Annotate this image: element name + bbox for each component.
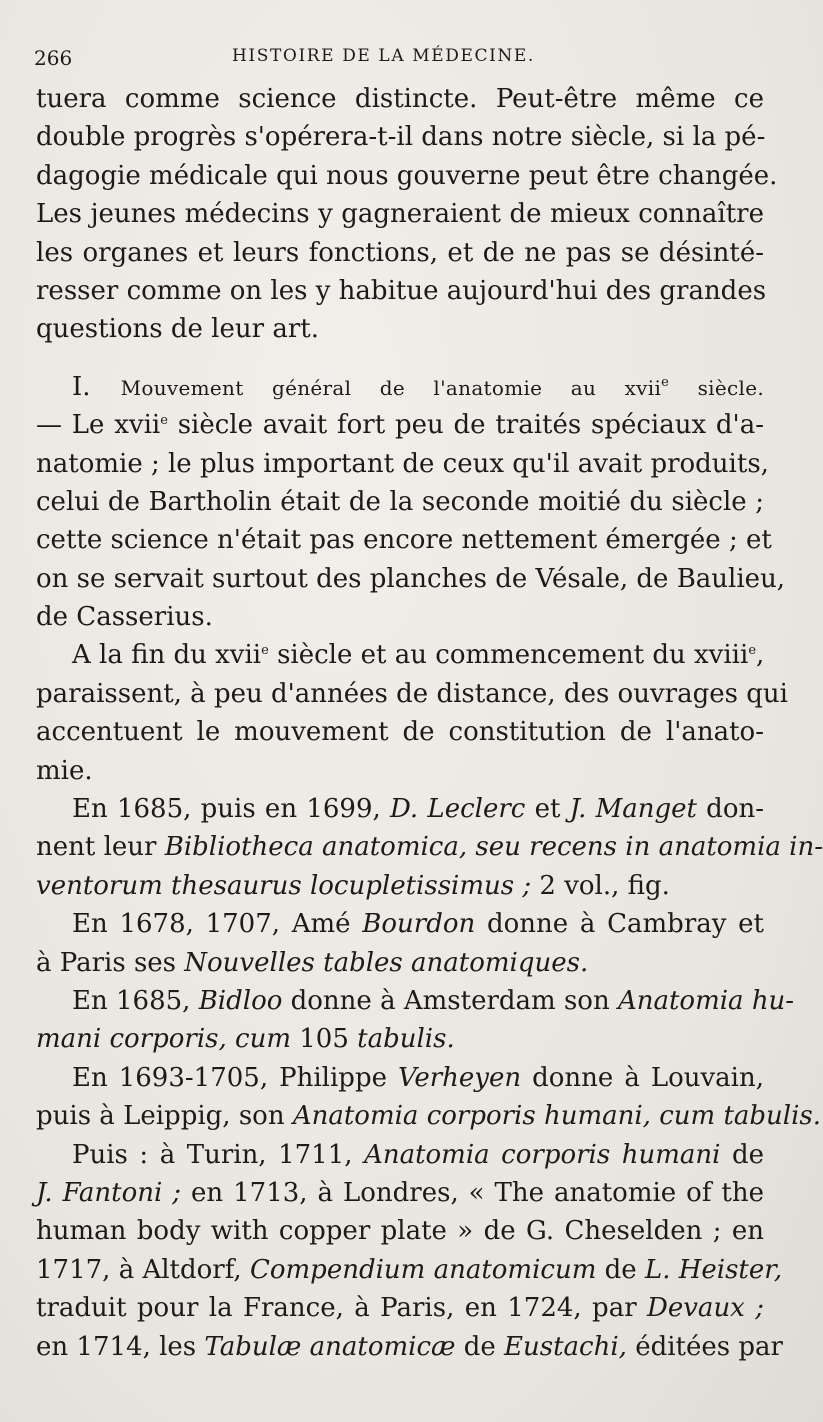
section-numeral: I. — [72, 371, 91, 402]
book-page — [34, 0, 823, 1422]
text-line: double progrès s'opérera-t-il dans notre siècle, si la pé- — [36, 122, 766, 153]
text-line: En 1693-1705, Philippe Verheyen donne à Louvain, — [72, 1062, 764, 1093]
running-title: HISTOIRE DE LA MÉDECINE. — [232, 46, 535, 66]
text-line: tuera comme science distincte. Peut-être même ce — [36, 84, 764, 114]
text-line: de Casserius. — [36, 602, 213, 633]
text-line: on se servait surtout des planches de Vésale, de Baulieu, — [36, 563, 786, 594]
section-heading — [36, 368, 764, 406]
text-line: Les jeunes médecins y gagneraient de mieux connaître — [36, 199, 764, 230]
text-line: En 1685, puis en 1699, D. Leclerc et J. Manget don- — [72, 794, 765, 825]
text-line: cette science n'était pas encore nettement émergée ; et — [36, 525, 772, 556]
text-line: traduit pour la France, à Paris, en 1724, par Devaux ; — [36, 1293, 764, 1324]
text-line: dagogie médicale qui nous gouverne peut être changée. — [36, 160, 778, 191]
text-line: accentuent le mouvement de constitution de l'anato- — [36, 717, 764, 748]
running-header — [36, 42, 764, 72]
text-line: J. Fantoni ; en 1713, à Londres, « The anatomie of the — [36, 1177, 764, 1208]
text-line: mie. — [36, 755, 93, 786]
text-line: ventorum thesaurus locupletissimus ; 2 vol., fig. — [36, 870, 670, 901]
page-number: 266 — [34, 46, 73, 70]
text-line: les organes et leurs fonctions, et de ne pas se désinté- — [36, 237, 764, 268]
text-line: mani corporis, cum 105 tabulis. — [36, 1024, 455, 1055]
text-line: resser comme on les y habitue aujourd'hui des grandes — [36, 275, 767, 306]
text-line: en 1714, les Tabulæ anatomicæ de Eustachi, éditées par — [36, 1331, 783, 1362]
section-title: Mouvement général de l'anatomie au xvii$^e$ siècle. — [120, 374, 764, 400]
text-line: En 1678, 1707, Amé Bourdon donne à Cambray et — [72, 909, 764, 940]
text-line: human body with copper plate » de G. Cheselden ; en — [36, 1216, 764, 1247]
text-line: En 1685, Bidloo donne à Amsterdam son Anatomia hu- — [72, 985, 795, 1016]
text-line: natomie ; le plus important de ceux qu'il avait produits, — [36, 448, 769, 479]
text-line: nent leur Bibliotheca anatomica, seu recens in anatomia in- — [36, 832, 823, 863]
text-line: — Le xvii$^e$ siècle avait fort peu de traités spéciaux d'a- — [36, 410, 764, 441]
text-line: celui de Bartholin était de la seconde moitié du siècle ; — [36, 486, 764, 517]
text-line: Puis : à Turin, 1711, Anatomia corporis humani de — [72, 1139, 765, 1170]
text-line: 1717, à Altdorf, Compendium anatomicum de L. Heister, — [36, 1254, 783, 1285]
text-line: à Paris ses Nouvelles tables anatomiques. — [36, 947, 589, 978]
text-line: A la fin du xvii$^e$ siècle et au commencement du xviii$^e$, — [72, 640, 765, 671]
text-line: questions de leur art. — [36, 314, 319, 345]
text-line: puis à Leippig, son Anatomia corporis humani, cum tabulis. — [36, 1101, 822, 1132]
text-line: paraissent, à peu d'années de distance, des ouvrages qui — [36, 678, 788, 709]
body-text — [36, 80, 823, 1366]
